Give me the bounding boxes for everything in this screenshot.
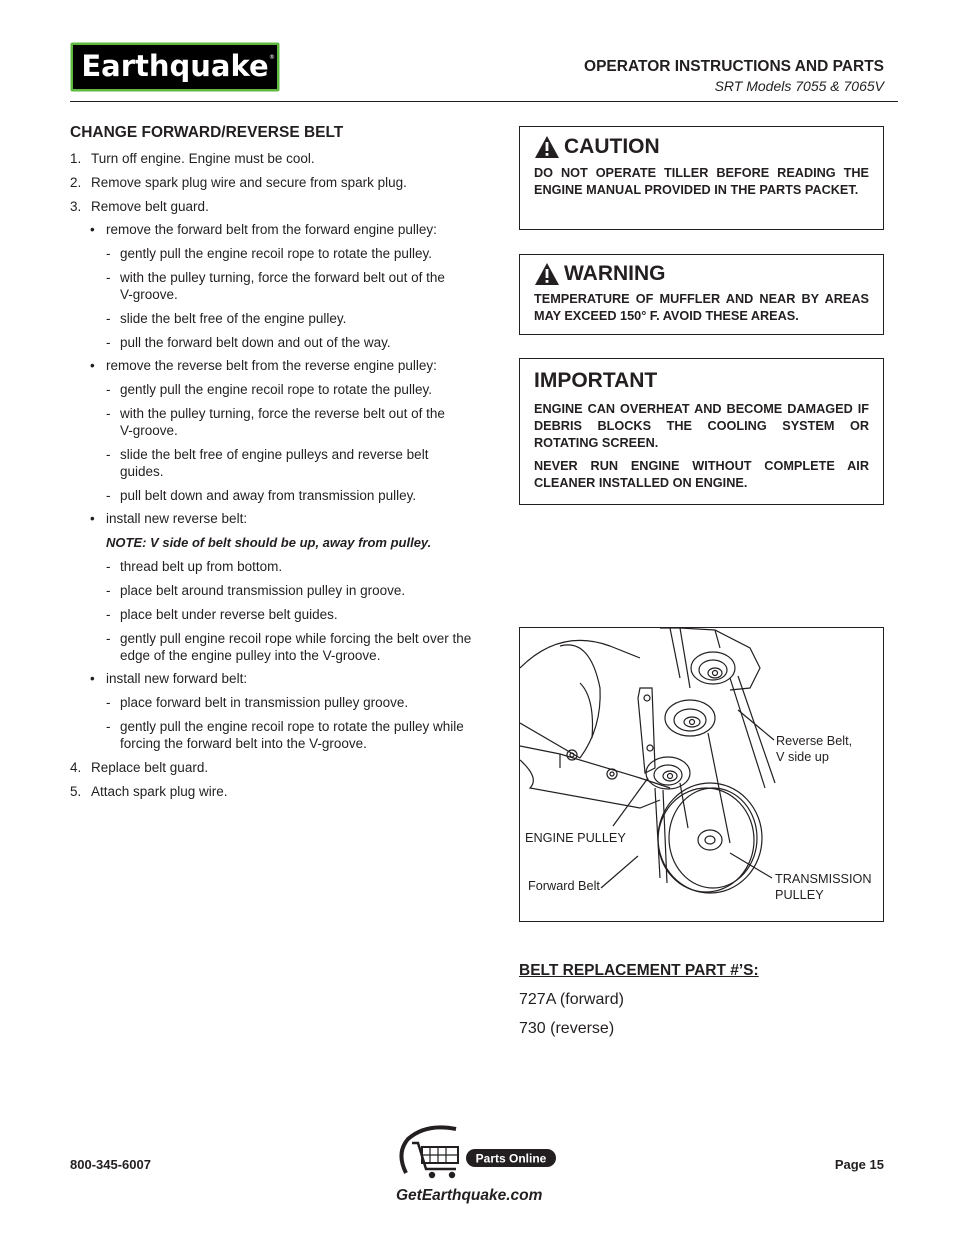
list-text: Attach spark plug wire.	[91, 784, 228, 799]
warning-heading: WARNING	[534, 262, 666, 286]
section-title: CHANGE FORWARD/REVERSE BELT	[70, 124, 344, 141]
list-marker: •	[90, 222, 95, 237]
important-text-2: NEVER RUN ENGINE WITHOUT COMPLETE AIR CLEANER INSTALLED ON ENGINE.	[534, 459, 869, 490]
part-number-reverse: 730 (reverse)	[519, 1020, 615, 1037]
warning-box	[519, 254, 884, 335]
warning-triangle-icon	[534, 135, 560, 159]
list-text: with the pulley turning, force the forward belt out of the	[120, 270, 445, 285]
list-text: Remove belt guard.	[91, 199, 209, 214]
list-text-continued: edge of the engine pulley into the V-groove.	[120, 648, 381, 663]
list-marker: -	[106, 447, 111, 462]
list-text: gently pull the engine recoil rope to rotate the pulley.	[120, 382, 432, 397]
important-text-1: ENGINE CAN OVERHEAT AND BECOME DAMAGED IF DEBRIS BLOCKS THE COOLING SYSTEM OR ROTATING SCREEN.	[534, 402, 869, 450]
caution-text: DO NOT OPERATE TILLER BEFORE READING THE ENGINE MANUAL PROVIDED IN THE PARTS PACKET.	[534, 166, 869, 197]
list-text: gently pull engine recoil rope while forcing the belt over the	[120, 631, 472, 646]
swoosh-icon	[401, 1127, 456, 1173]
list-marker: 2.	[70, 175, 82, 190]
caution-heading: CAUTION	[534, 135, 660, 159]
website-link[interactable]: GetEarthquake.com	[396, 1187, 543, 1204]
svg-text:Parts Online: Parts Online	[475, 1151, 547, 1166]
list-text: Remove spark plug wire and secure from spark plug.	[91, 175, 407, 190]
list-text-continued: V-groove.	[120, 287, 178, 302]
list-text: Replace belt guard.	[91, 760, 209, 775]
list-text: install new forward belt:	[106, 671, 248, 686]
list-text: pull the forward belt down and out of the way.	[120, 335, 391, 350]
page-number: Page 15	[834, 1157, 884, 1172]
list-marker: -	[106, 382, 111, 397]
list-text: pull belt down and away from transmission pulley.	[120, 488, 417, 503]
list-marker: -	[106, 270, 111, 285]
list-marker: -	[106, 246, 111, 261]
list-text: slide the belt free of the engine pulley.	[120, 311, 347, 326]
list-text: slide the belt free of engine pulleys and reverse belt	[120, 447, 429, 462]
list-marker: 1.	[70, 151, 82, 166]
list-marker: -	[106, 311, 111, 326]
list-marker: -	[106, 583, 111, 598]
list-marker: -	[106, 695, 111, 710]
list-text: gently pull the engine recoil rope to rotate the pulley while	[120, 719, 464, 734]
label-forward-belt: Forward Belt	[528, 879, 600, 893]
list-text: place forward belt in transmission pulley groove.	[120, 695, 409, 710]
earthquake-logo	[70, 42, 280, 92]
document-title: OPERATOR INSTRUCTIONS AND PARTS	[584, 58, 884, 75]
list-text-continued: V-groove.	[120, 423, 178, 438]
list-marker: -	[106, 335, 111, 350]
list-marker: -	[106, 607, 111, 622]
warning-text: TEMPERATURE OF MUFFLER AND NEAR BY AREAS MAY EXCEED 150° F. AVOID THESE AREAS.	[534, 292, 869, 323]
note-text: NOTE: V side of belt should be up, away from pulley.	[106, 535, 432, 550]
list-marker: -	[106, 488, 111, 503]
warning-triangle-icon	[534, 262, 560, 286]
header-divider	[70, 101, 898, 102]
list-marker: 5.	[70, 784, 82, 799]
label-reverse-belt: Reverse Belt, V side up	[776, 734, 853, 764]
list-text: gently pull the engine recoil rope to rotate the pulley.	[120, 246, 432, 261]
list-marker: •	[90, 671, 95, 686]
list-marker: -	[106, 559, 111, 574]
list-marker: -	[106, 631, 111, 646]
svg-text:Earthquake: Earthquake	[81, 49, 269, 83]
list-marker: •	[90, 511, 95, 526]
list-text: remove the reverse belt from the reverse engine pulley:	[106, 358, 437, 373]
important-heading: IMPORTANT	[534, 369, 658, 392]
caution-box	[519, 126, 884, 230]
belt-diagram	[519, 627, 884, 922]
list-text: place belt under reverse belt guides.	[120, 607, 338, 622]
list-marker: •	[90, 358, 95, 373]
list-marker: 4.	[70, 760, 82, 775]
label-transmission-pulley: TRANSMISSION PULLEY	[775, 872, 872, 902]
parts-online-logo	[396, 1123, 558, 1183]
list-text-continued: guides.	[120, 464, 164, 479]
list-text: with the pulley turning, force the reverse belt out of the	[120, 406, 445, 421]
svg-text:®: ®	[269, 54, 275, 61]
label-engine-pulley: ENGINE PULLEY	[525, 831, 626, 845]
list-marker: 3.	[70, 199, 82, 214]
list-text: remove the forward belt from the forward engine pulley:	[106, 222, 437, 237]
list-text: Turn off engine. Engine must be cool.	[91, 151, 315, 166]
list-text: install new reverse belt:	[106, 511, 248, 526]
important-box	[519, 358, 884, 505]
list-text: thread belt up from bottom.	[120, 559, 283, 574]
document-subtitle: SRT Models 7055 & 7065V	[714, 78, 884, 94]
phone-number: 800-345-6007	[70, 1157, 151, 1172]
list-marker: -	[106, 719, 111, 734]
list-marker: -	[106, 406, 111, 421]
list-text-continued: forcing the forward belt into the V-groove.	[120, 736, 367, 751]
parts-heading: BELT REPLACEMENT PART #’S:	[519, 962, 759, 979]
list-text: place belt around transmission pulley in groove.	[120, 583, 406, 598]
part-number-forward: 727A (forward)	[519, 991, 624, 1008]
